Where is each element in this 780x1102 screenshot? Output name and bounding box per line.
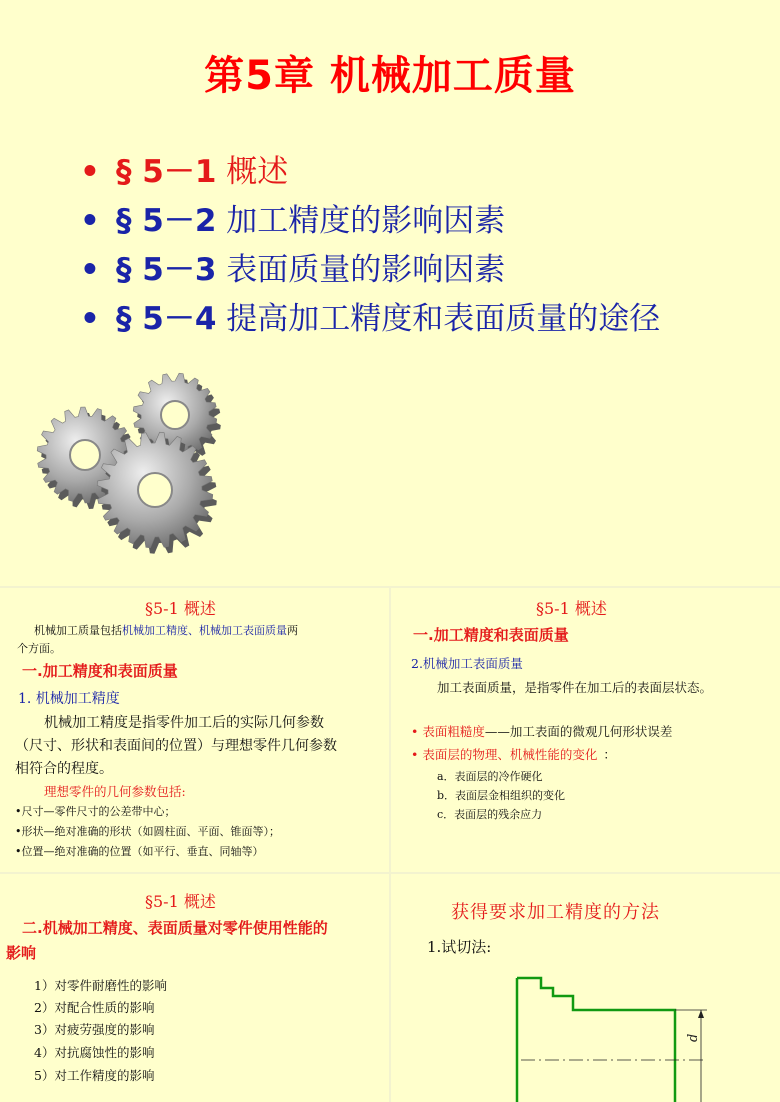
intro-text-cont: 个方面。 <box>17 642 61 655</box>
intro-part: 机械加工质量包括 <box>34 624 122 637</box>
section-heading: 一.加工精度和表面质量 <box>22 662 178 680</box>
bullet: • <box>80 203 100 239</box>
toc-text: 提高加工精度和表面质量的途径 <box>216 301 661 337</box>
bullet: • <box>411 747 423 762</box>
list-item: b．表面层金相组织的变化 <box>437 789 566 802</box>
slide-methods <box>391 874 780 1102</box>
slide-title: §5-1 概述 <box>145 599 216 618</box>
section-heading: 一.加工精度和表面质量 <box>413 626 569 644</box>
bullet: • <box>80 252 100 288</box>
slide-overview-1 <box>0 588 389 872</box>
intro-highlight: 机械加工精度、机械加工表面质量 <box>122 624 287 637</box>
bullet-desc: ——加工表面的微观几何形状误差 <box>484 724 673 739</box>
paragraph-line: 相符合的程度。 <box>15 761 113 777</box>
chapter-title: 第5章 机械加工质量 <box>204 53 576 99</box>
list-item: •尺寸—零件尺寸的公差带中心； <box>15 805 176 818</box>
gear-hole <box>161 401 189 429</box>
list-item: a．表面层的冷作硬化 <box>437 770 543 783</box>
subheading: 1.试切法: <box>427 938 492 956</box>
toc-item-5-2 <box>80 195 505 240</box>
bullet-term: 表面粗糙度 <box>422 724 485 739</box>
section-heading: 二.机械加工精度、表面质量对零件使用性能的 <box>22 919 328 937</box>
section-heading-cont: 影响 <box>6 944 37 962</box>
toc-item-5-1 <box>80 146 288 191</box>
gears-icon <box>30 370 230 560</box>
subheading: 2.机械加工表面质量 <box>411 656 523 671</box>
toc-number: § 5－1 <box>116 154 217 190</box>
bullet: • <box>80 301 100 337</box>
intro-part: 两 <box>287 624 298 637</box>
list-item: •位置—绝对准确的位置（如平行、垂直、同轴等） <box>15 845 264 858</box>
list-item: 1）对零件耐磨性的影响 <box>34 978 167 993</box>
gear-hole <box>70 440 100 470</box>
paragraph-line: （尺寸、形状和表面间的位置）与理想零件几何参数 <box>15 738 337 754</box>
slide-overview-2 <box>391 588 780 872</box>
ideal-heading: 理想零件的几何参数包括: <box>44 784 186 799</box>
list-item: •形状—绝对准确的形状（如圆柱面、平面、锥面等）； <box>15 825 280 838</box>
subheading: 1. 机械加工精度 <box>18 691 120 707</box>
slide-title: 获得要求加工精度的方法 <box>451 902 660 923</box>
bullet: • <box>411 724 423 739</box>
intro-text <box>34 622 298 638</box>
paragraph-line: 机械加工精度是指零件加工后的实际几何参数 <box>44 715 324 731</box>
gear-hole <box>138 473 172 507</box>
list-item: 4）对抗腐蚀性的影响 <box>34 1045 155 1060</box>
slide-overview-3 <box>0 874 389 1102</box>
dimension-arrow <box>698 1010 704 1018</box>
toc-number: § 5－3 <box>116 252 217 288</box>
toc-item-5-4 <box>80 293 660 338</box>
list-item: 5）对工作精度的影响 <box>34 1068 155 1083</box>
paragraph: 加工表面质量，是指零件在加工后的表面层状态。 <box>437 680 713 695</box>
list-item: c．表面层的残余应力 <box>437 808 543 821</box>
bullet-desc: ： <box>603 747 616 762</box>
toc-number: § 5－4 <box>116 301 217 337</box>
trial-cut-diagram <box>511 966 711 1102</box>
bullet-roughness <box>411 722 672 740</box>
list-item: 3）对疲劳强度的影响 <box>34 1022 155 1037</box>
dimension-label: d <box>686 1033 701 1042</box>
list-item: 2）对配合性质的影响 <box>34 1000 155 1015</box>
bullet: • <box>80 154 100 190</box>
toc-text: 表面质量的影响因素 <box>216 252 506 288</box>
toc-text: 加工精度的影响因素 <box>216 203 506 239</box>
toc-number: § 5－2 <box>116 203 217 239</box>
slide-title: §5-1 概述 <box>536 599 607 618</box>
workpiece-outline <box>517 978 675 1102</box>
toc-text: 概述 <box>216 154 289 190</box>
toc-item-5-3 <box>80 244 505 289</box>
slide-title: §5-1 概述 <box>145 892 216 911</box>
bullet-properties <box>411 745 616 763</box>
bullet-term: 表面层的物理、机械性能的变化 <box>422 747 598 762</box>
